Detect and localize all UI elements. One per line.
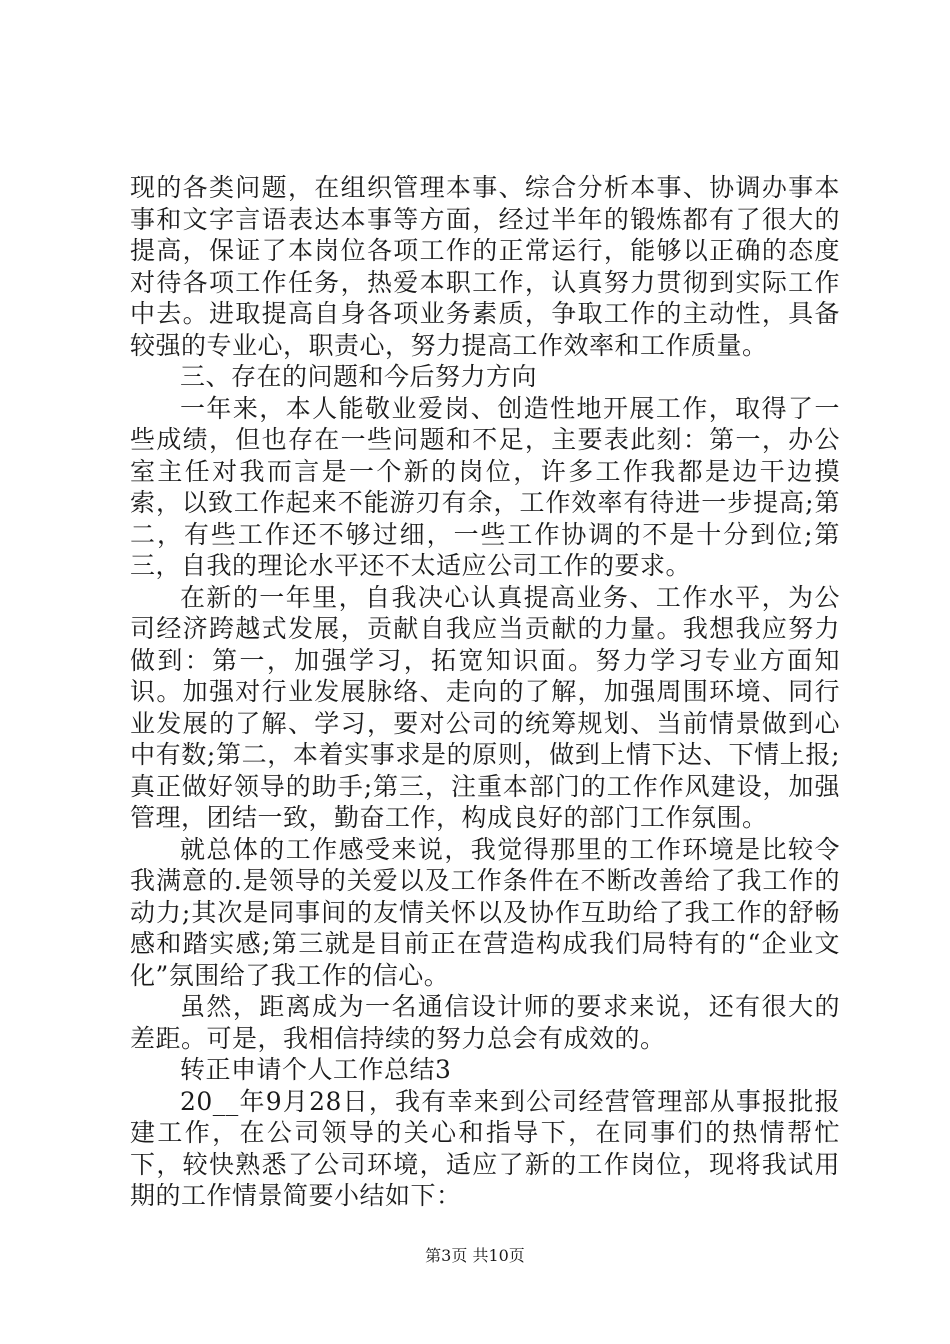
paragraph-4: 就总体的工作感受来说，我觉得那里的工作环境是比较令我满意的.是领导的关爱以及工作条件在不断改善给了我工作的动力;其次是同事间的友情关怀以及协作互助给了我工作的舒畅感和踏实感;第三就是目前正在营造构成我们局特有的“企业文化”氛围给了我工作的信心。 (130, 834, 840, 990)
document-body (130, 172, 840, 1212)
paragraph-3: 在新的一年里，自我决心认真提高业务、工作水平，为公司经济跨越式发展，贡献自我应当贡献的力量。我想我应努力做到：第一，加强学习，拓宽知识面。努力学习专业方面知识。加强对行业发展脉络、走向的了解，加强周围环境、同行业发展的了解、学习，要对公司的统筹规划、当前情景做到心中有数;第二，本着实事求是的原则，做到上情下达、下情上报;真正做好领导的助手;第三，注重本部门的工作作风建设，加强管理，团结一致，勤奋工作，构成良好的部门工作氛围。 (130, 582, 840, 832)
paragraph-5: 虽然，距离成为一名通信设计师的要求来说，还有很大的差距。可是，我相信持续的努力总会有成效的。 (130, 992, 840, 1053)
paragraph-6: 20__年9月28日，我有幸来到公司经营管理部从事报批报建工作，在公司领导的关心和指导下，在同事们的热情帮忙下，较快熟悉了公司环境，适应了新的工作岗位，现将我试用期的工作情景简要小结如下： (130, 1086, 840, 1210)
paragraph-1: 现的各类问题，在组织管理本事、综合分析本事、协调办事本事和文字言语表达本事等方面，经过半年的锻炼都有了很大的提高，保证了本岗位各项工作的正常运行，能够以正确的态度对待各项工作任务，热爱本职工作，认真努力贯彻到实际工作中去。进取提高自身各项业务素质，争取工作的主动性，具备较强的专业心，职责心，努力提高工作效率和工作质量。 (130, 173, 840, 360)
paragraph-2: 一年来，本人能敬业爱岗、创造性地开展工作，取得了一些成绩，但也存在一些问题和不足，主要表此刻：第一，办公室主任对我而言是一个新的岗位，许多工作我都是边干边摸索，以致工作起来不能游刃有余，工作效率有待进一步提高;第二，有些工作还不够过细，一些工作协调的不是十分到位;第三，自我的理论水平还不太适应公司工作的要求。 (130, 393, 840, 580)
section-heading: 三、存在的问题和今后努力方向 (180, 362, 538, 391)
page-footer: 第3页 共10页 (425, 1246, 525, 1265)
document-subtitle: 转正申请个人工作总结3 (180, 1055, 452, 1084)
